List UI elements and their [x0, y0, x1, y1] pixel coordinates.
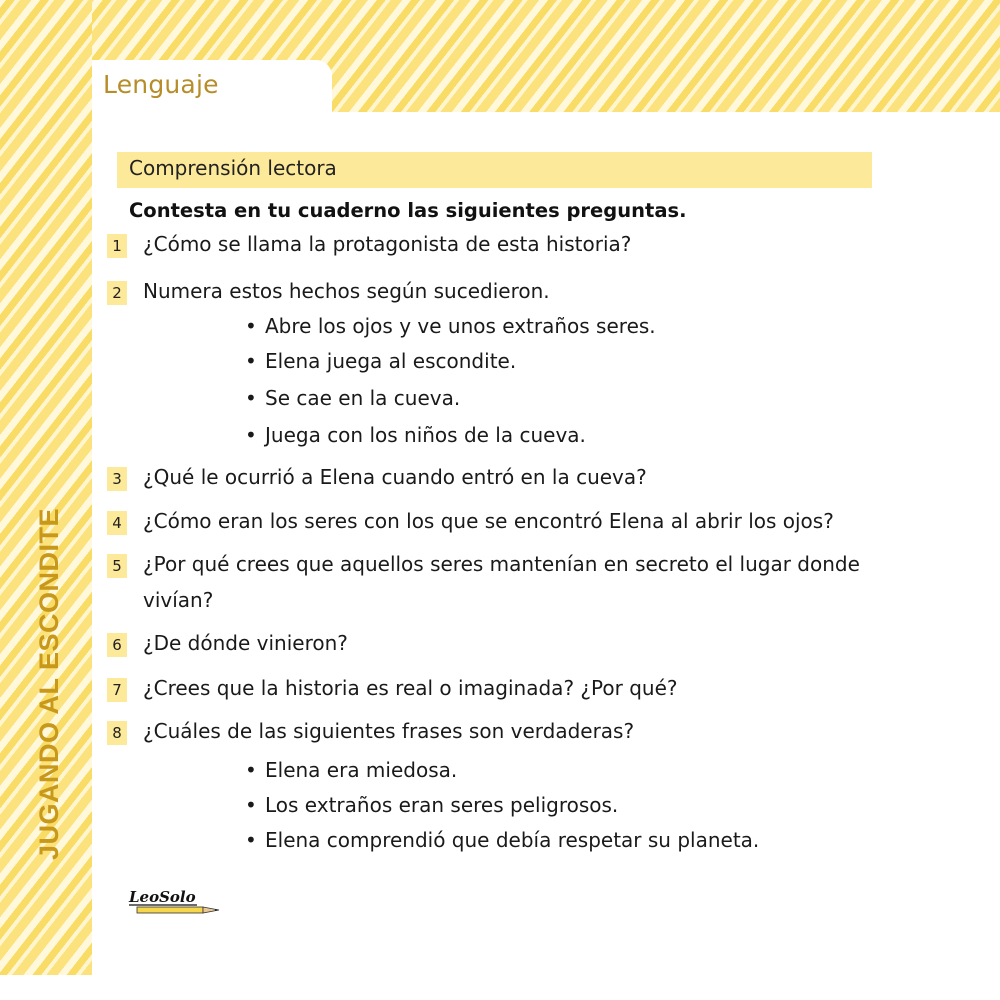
list-item: • Se cae en la cueva.: [245, 386, 461, 410]
list-item: • Elena era miedosa.: [245, 758, 458, 782]
question-number: 1: [107, 234, 127, 258]
question-number: 3: [107, 467, 127, 491]
list-item: • Elena juega al escondite.: [245, 349, 517, 373]
question-text: ¿Cómo eran los seres con los que se encontró Elena al abrir los ojos?: [143, 509, 834, 533]
question-text: ¿Por qué crees que aquellos seres mantenían en secreto el lugar donde vivían?: [143, 552, 860, 612]
pencil-icon: [127, 888, 227, 918]
question-text: ¿De dónde vinieron?: [143, 631, 348, 655]
question-text: ¿Qué le ocurrió a Elena cuando entró en la cueva?: [143, 465, 647, 489]
question-text: ¿Cómo se llama la protagonista de esta historia?: [143, 232, 632, 256]
leosolo-logo: [127, 888, 227, 918]
list-item: • Abre los ojos y ve unos extraños seres.: [245, 314, 656, 338]
question-text: Numera estos hechos según sucedieron.: [143, 279, 550, 303]
question-number: 5: [107, 554, 127, 578]
question-text: ¿Cuáles de las siguientes frases son verdaderas?: [143, 719, 635, 743]
list-item: • Los extraños eran seres peligrosos.: [245, 793, 619, 817]
list-item: • Elena comprendió que debía respetar su planeta.: [245, 828, 760, 852]
section-header: [117, 152, 872, 188]
story-title-vertical: JUGANDO AL ESCONDITE: [34, 507, 64, 860]
question-number: 8: [107, 721, 127, 745]
question-number: 2: [107, 281, 127, 305]
question-number: 7: [107, 678, 127, 702]
question-text: ¿Crees que la historia es real o imaginada? ¿Por qué?: [143, 676, 678, 700]
section-title: Comprensión lectora: [129, 156, 337, 180]
instruction: Contesta en tu cuaderno las siguientes preguntas.: [129, 199, 687, 222]
list-item: • Juega con los niños de la cueva.: [245, 423, 586, 447]
question-number: 4: [107, 511, 127, 535]
question-number: 6: [107, 633, 127, 657]
subject-title: Lenguaje: [103, 70, 219, 99]
logo-text: LeoSolo: [129, 888, 196, 906]
